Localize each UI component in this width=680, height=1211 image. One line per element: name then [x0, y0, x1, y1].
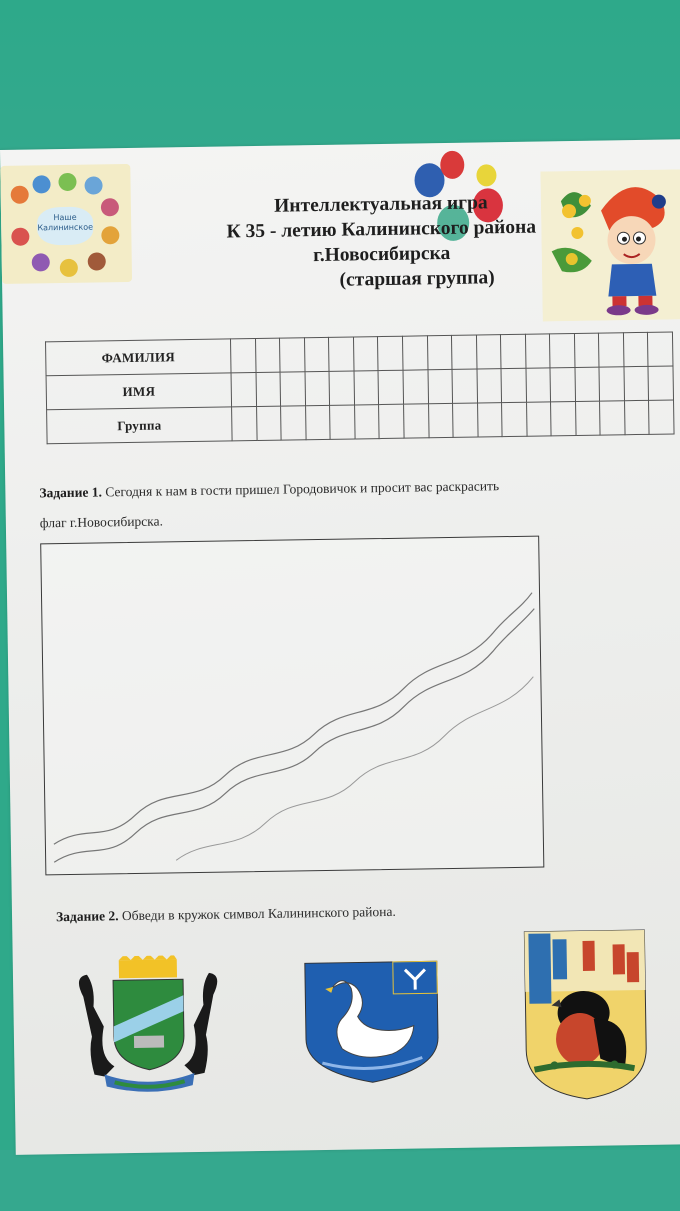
letter-cell[interactable]: [231, 339, 256, 373]
letter-cell[interactable]: [330, 405, 355, 439]
letter-cell[interactable]: [255, 338, 280, 372]
letter-cell[interactable]: [329, 371, 354, 405]
title-line: г.Новосибирска: [312, 242, 451, 267]
letter-cell[interactable]: [501, 334, 526, 368]
title-line: Интеллектуальная игра: [274, 192, 488, 217]
letter-cell[interactable]: [624, 400, 649, 434]
bullfinch-coat-of-arms-icon[interactable]: [522, 928, 650, 1102]
balloon-icon: [440, 151, 464, 179]
logo-decoration: [11, 186, 29, 204]
letter-cell[interactable]: [452, 335, 477, 369]
logo-decoration: [11, 228, 29, 246]
wall-background: [0, 0, 680, 160]
letter-cell[interactable]: [648, 332, 673, 366]
logo-text-line2: Калининское: [37, 222, 94, 233]
logo-decoration: [32, 253, 50, 271]
logo-decoration: [88, 252, 106, 270]
title-line: К 35 - летию Калининского района: [226, 216, 537, 243]
letter-cell[interactable]: [477, 403, 502, 437]
letter-cell[interactable]: [402, 336, 427, 370]
letter-cell[interactable]: [354, 371, 379, 405]
letter-cell[interactable]: [599, 333, 624, 367]
letter-cell[interactable]: [427, 335, 452, 369]
letter-cell[interactable]: [502, 402, 527, 436]
letter-cell[interactable]: [501, 368, 526, 402]
letter-cell[interactable]: [428, 403, 453, 437]
logo-text-line1: Наше: [53, 212, 77, 223]
logo-emblem: [37, 207, 94, 246]
letter-cell[interactable]: [525, 334, 550, 368]
letter-cell[interactable]: [453, 403, 478, 437]
letter-cell[interactable]: [378, 370, 403, 404]
letter-cell[interactable]: [304, 337, 329, 371]
logo-decoration: [60, 259, 78, 277]
swan-coat-of-arms-icon[interactable]: [301, 957, 443, 1084]
flag-coloring-area[interactable]: [40, 536, 544, 876]
form-row-label: ФАМИЛИЯ: [46, 339, 232, 376]
logo-decoration: [84, 176, 102, 194]
letter-cell[interactable]: [232, 407, 257, 441]
letter-cell[interactable]: [623, 332, 648, 366]
task1-text-continued: флаг г.Новосибирска.: [39, 513, 164, 531]
letter-cell[interactable]: [575, 367, 600, 401]
letter-cell[interactable]: [476, 335, 501, 369]
letter-cell[interactable]: [281, 406, 306, 440]
letter-cell[interactable]: [256, 406, 281, 440]
form-row-label: Группа: [47, 407, 233, 444]
letter-cell[interactable]: [305, 371, 330, 405]
letter-cell[interactable]: [403, 404, 428, 438]
task1-label: Задание 1.: [39, 484, 103, 501]
logo-decoration: [58, 173, 76, 191]
letter-cell[interactable]: [624, 366, 649, 400]
letter-cell[interactable]: [428, 369, 453, 403]
letter-cell[interactable]: [378, 336, 403, 370]
letter-cell[interactable]: [353, 337, 378, 371]
task2-text: [56, 904, 396, 925]
novosibirsk-coat-of-arms-icon[interactable]: [73, 955, 225, 1097]
letter-cell[interactable]: [354, 405, 379, 439]
letter-cell[interactable]: [526, 368, 551, 402]
letter-cell[interactable]: [329, 337, 354, 371]
letter-cell[interactable]: [648, 366, 673, 400]
task2-label: Задание 2.: [55, 908, 119, 925]
letter-cell[interactable]: [403, 370, 428, 404]
letter-cell[interactable]: [379, 404, 404, 438]
letter-cell[interactable]: [600, 401, 625, 435]
letter-cell[interactable]: [526, 402, 551, 436]
letter-cell[interactable]: [452, 369, 477, 403]
letter-cell[interactable]: [550, 367, 575, 401]
student-info-table: [45, 331, 675, 444]
letter-cell[interactable]: [305, 405, 330, 439]
letter-cell[interactable]: [280, 372, 305, 406]
task1-line1: Сегодня к нам в гости пришел Городовичок и просит вас раскрасить: [105, 478, 500, 500]
task1-text: [39, 478, 499, 501]
letter-cell[interactable]: [649, 400, 674, 434]
worksheet-page: [0, 139, 680, 1155]
task2-body: Обведи в кружок символ Калининского района.: [121, 903, 396, 924]
balloon-icon: [476, 164, 496, 186]
letter-cell[interactable]: [256, 372, 281, 406]
letter-cell[interactable]: [231, 373, 256, 407]
letter-cell[interactable]: [574, 333, 599, 367]
title-line: (старшая группа): [339, 267, 495, 291]
wall-background-bottom: [0, 1150, 680, 1211]
letter-cell[interactable]: [550, 334, 575, 368]
letter-cell[interactable]: [575, 401, 600, 435]
letter-cell[interactable]: [551, 401, 576, 435]
kindergarten-logo: [0, 164, 132, 284]
flag-stripe-line: [173, 677, 536, 861]
form-row-label: ИМЯ: [46, 373, 232, 410]
letter-cell[interactable]: [477, 369, 502, 403]
page-title: [171, 189, 593, 296]
logo-decoration: [101, 198, 119, 216]
flag-outline: [41, 537, 543, 875]
letter-cell[interactable]: [280, 338, 305, 372]
letter-cell[interactable]: [599, 367, 624, 401]
logo-decoration: [32, 175, 50, 193]
logo-decoration: [101, 226, 119, 244]
